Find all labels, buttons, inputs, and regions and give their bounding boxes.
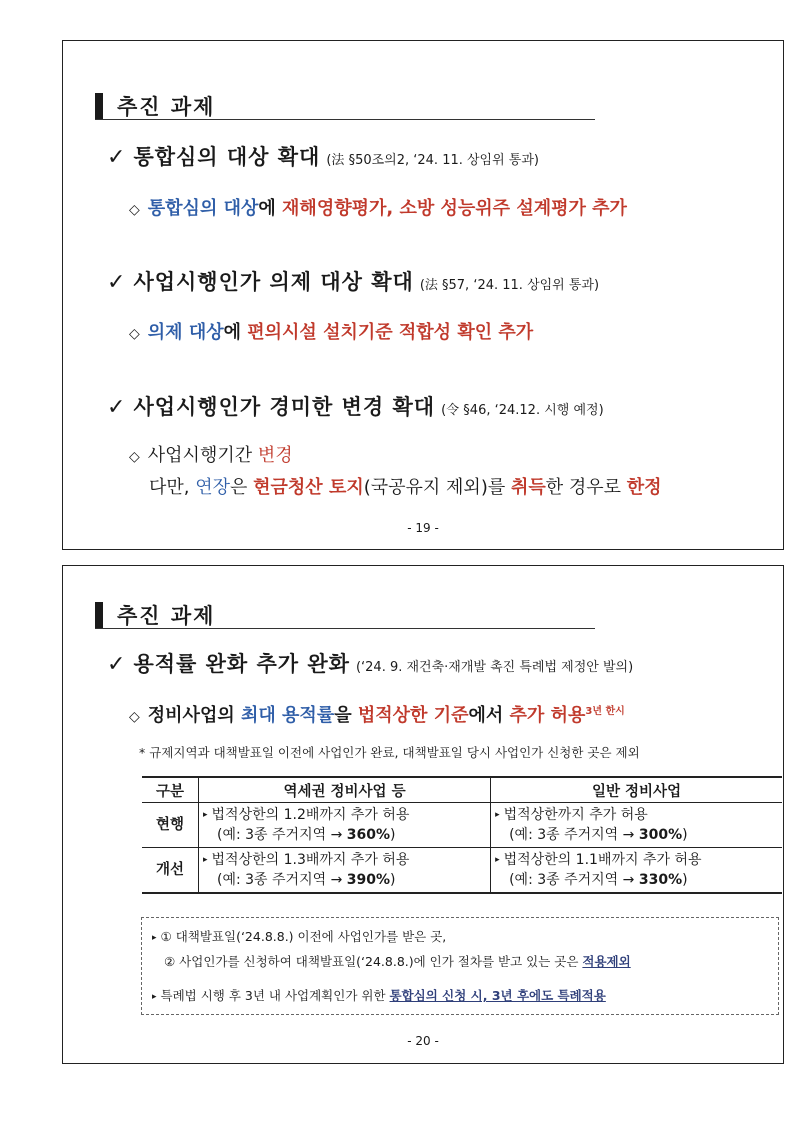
diamond-bullet-icon: ◇ bbox=[129, 326, 140, 342]
check-icon: ✓ bbox=[107, 395, 126, 420]
item-detail-line2: 다만, 연장은 현금청산 토지(국공유지 제외)를 취득한 경우로 한정 bbox=[149, 477, 662, 498]
item-heading: ✓ 사업시행인가 경미한 변경 확대 (令 §46, ‘24.12. 시행 예정) bbox=[107, 395, 604, 420]
column-header: 구분 bbox=[142, 777, 199, 803]
footnote: * 규제지역과 대책발표일 이전에 사업인가 완료, 대책발표일 당시 사업인가 신청한 곳은 제외 bbox=[139, 745, 640, 760]
row-label: 현행 bbox=[142, 803, 199, 848]
section-header bbox=[95, 89, 595, 120]
section-bar bbox=[95, 602, 103, 628]
triangle-bullet-icon: ▸ bbox=[203, 855, 208, 865]
item-heading: ✓ 용적률 완화 추가 완화 (‘24. 9. 재건축·재개발 촉진 특례법 제정안 발의) bbox=[107, 652, 634, 677]
slide-20 bbox=[62, 565, 784, 1064]
item-detail: ◇ 정비사업의 최대 용적률을 법적상한 기준에서 추가 허용$^{3년 한시}$ bbox=[129, 705, 625, 726]
triangle-bullet-icon: ▸ bbox=[152, 991, 157, 1002]
slide-19 bbox=[62, 40, 784, 550]
page-number: - 20 - bbox=[407, 1034, 439, 1048]
table-cell: ▸ 법적상한의 1.3배까지 추가 허용 (예: 3종 주거지역 → 390%) bbox=[199, 848, 491, 894]
column-header: 역세권 정비사업 등 bbox=[199, 777, 491, 803]
section-header bbox=[95, 598, 595, 629]
item-detail: ◇ 의제 대상에 편의시설 설치기준 적합성 확인 추가 bbox=[129, 322, 534, 343]
column-header: 일반 정비사업 bbox=[491, 777, 782, 803]
diamond-bullet-icon: ◇ bbox=[129, 709, 140, 725]
note-line: ▸ ① 대책발표일(‘24.8.8.) 이전에 사업인가를 받은 곳, bbox=[152, 929, 447, 944]
note-line: ② 사업인가를 신청하여 대책발표일(‘24.8.8.)에 인가 절차를 받고 있는 곳은 적용제외 bbox=[164, 954, 631, 969]
triangle-bullet-icon: ▸ bbox=[203, 810, 208, 820]
diamond-bullet-icon: ◇ bbox=[129, 449, 140, 465]
page-number: - 19 - bbox=[407, 521, 439, 535]
item-detail: ◇ 사업시행기간 변경 bbox=[129, 445, 293, 466]
section-bar bbox=[95, 93, 103, 119]
check-icon: ✓ bbox=[107, 652, 126, 677]
note-line: ▸ 특례법 시행 후 3년 내 사업계획인가 위한 통합심의 신청 시, 3년 후에도 특례적용 bbox=[152, 988, 606, 1003]
table-cell: ▸ 법적상한까지 추가 허용 (예: 3종 주거지역 → 300%) bbox=[491, 803, 782, 848]
table-header-row bbox=[142, 777, 782, 803]
check-icon: ✓ bbox=[107, 270, 126, 295]
diamond-bullet-icon: ◇ bbox=[129, 202, 140, 218]
table-cell: ▸ 법적상한의 1.2배까지 추가 허용 (예: 3종 주거지역 → 360%) bbox=[199, 803, 491, 848]
table-cell: ▸ 법적상한의 1.1배까지 추가 허용 (예: 3종 주거지역 → 330%) bbox=[491, 848, 782, 894]
item-heading: ✓ 사업시행인가 의제 대상 확대 (法 §57, ‘24. 11. 상임위 통과) bbox=[107, 270, 600, 295]
notes-box bbox=[141, 917, 779, 1015]
table-row bbox=[142, 803, 782, 848]
item-detail: ◇ 통합심의 대상에 재해영향평가, 소방 성능위주 설계평가 추가 bbox=[129, 198, 627, 219]
section-title: 추진 과제 bbox=[117, 604, 216, 628]
row-label: 개선 bbox=[142, 848, 199, 894]
comparison-table bbox=[142, 776, 782, 894]
check-icon: ✓ bbox=[107, 145, 126, 170]
item-heading: ✓ 통합심의 대상 확대 (法 §50조의2, ‘24. 11. 상임위 통과) bbox=[107, 145, 539, 170]
section-title: 추진 과제 bbox=[117, 95, 216, 119]
triangle-bullet-icon: ▸ bbox=[152, 932, 157, 943]
table-row bbox=[142, 848, 782, 894]
triangle-bullet-icon: ▸ bbox=[495, 810, 500, 820]
triangle-bullet-icon: ▸ bbox=[495, 855, 500, 865]
